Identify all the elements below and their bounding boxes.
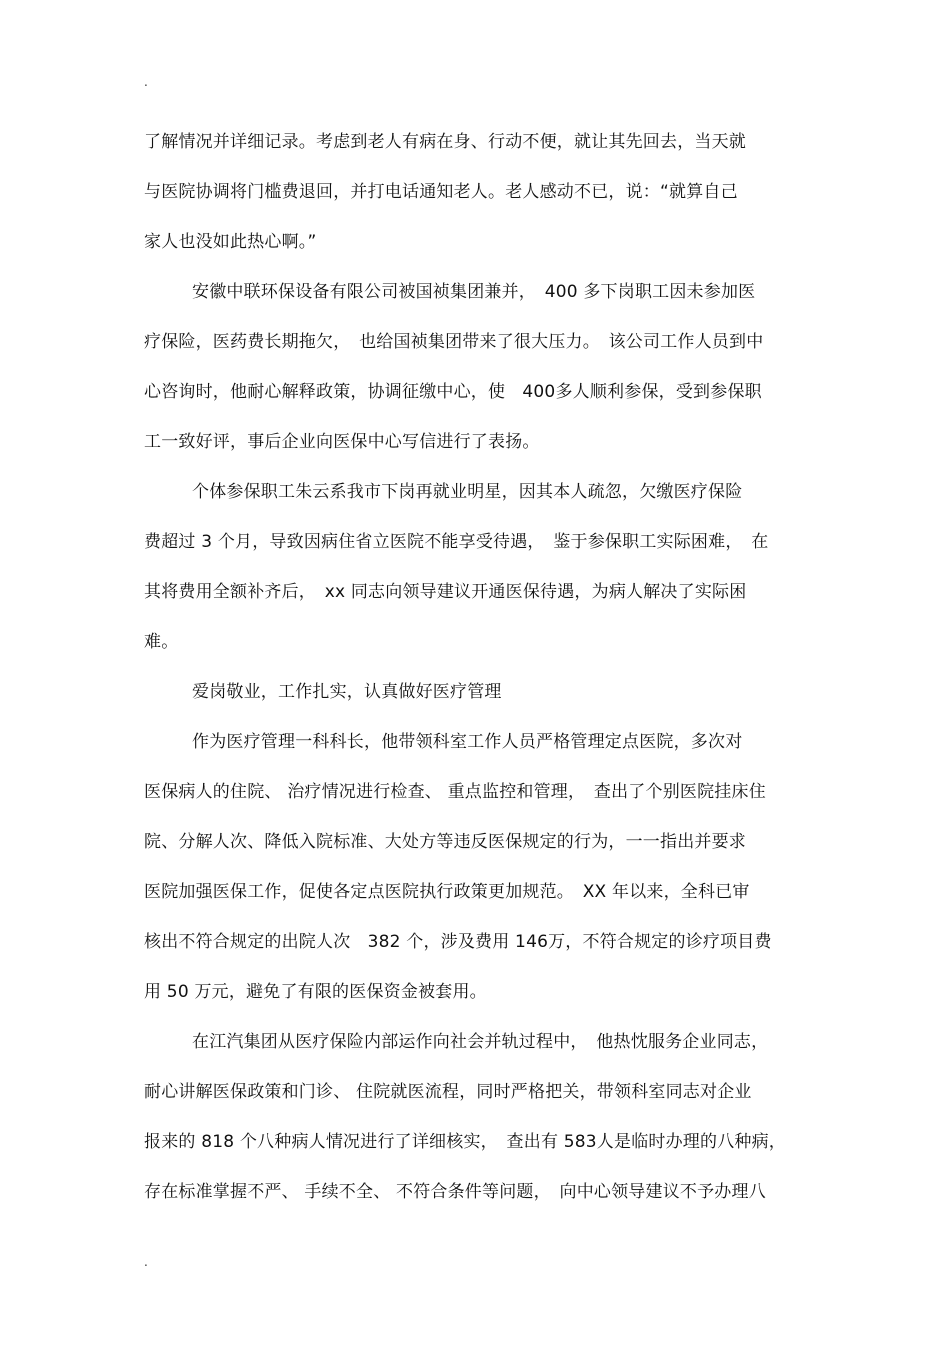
paragraph-first-line: 个体参保职工朱云系我市下岗再就业明星，因其本人疏忽，欠缴医疗保险	[192, 482, 743, 502]
text-line: 医保病人的住院、 治疗情况进行检查、 重点监控和管理， 查出了个别医院挂床住	[144, 782, 766, 802]
text-line: 医院加强医保工作，促使各定点医院执行政策更加规范。 XX 年以来，全科已审	[144, 882, 750, 902]
text-line: 其将费用全额补齐后， xx 同志向领导建议开通医保待遇，为病人解决了实际困	[144, 582, 747, 602]
paragraph-first-line: 作为医疗管理一科科长，他带领科室工作人员严格管理定点医院，多次对	[192, 732, 743, 752]
page-header-mark: .	[144, 75, 148, 89]
text-line: 耐心讲解医保政策和门诊、 住院就医流程，同时严格把关，带领科室同志对企业	[144, 1082, 752, 1102]
text-line: 费超过 3 个月，导致因病住省立医院不能享受待遇， 鉴于参保职工实际困难， 在	[144, 532, 769, 552]
section-heading: 爱岗敬业，工作扎实，认真做好医疗管理	[192, 682, 502, 702]
text-line: 了解情况并详细记录。考虑到老人有病在身、行动不便，就让其先回去，当天就	[144, 132, 746, 152]
text-line: 报来的 818 个八种病人情况进行了详细核实， 查出有 583人是临时办理的八种病，	[144, 1132, 787, 1152]
text-line: 疗保险，医药费长期拖欠， 也给国祯集团带来了很大压力。 该公司工作人员到中	[144, 332, 764, 352]
text-line: 核出不符合规定的出院人次 382 个，涉及费用 146万，不符合规定的诊疗项目费	[144, 932, 772, 952]
text-line: 工一致好评，事后企业向医保中心写信进行了表扬。	[144, 432, 540, 452]
page-footer-mark: .	[144, 1255, 148, 1269]
text-line: 家人也没如此热心啊。”	[144, 232, 317, 252]
text-line: 心咨询时，他耐心解释政策，协调征缴中心，使 400多人顺利参保，受到参保职	[144, 382, 762, 402]
text-line: 院、分解人次、降低入院标准、大处方等违反医保规定的行为，一一指出并要求	[144, 832, 746, 852]
paragraph-first-line: 安徽中联环保设备有限公司被国祯集团兼并， 400 多下岗职工因未参加医	[192, 282, 756, 302]
text-line: 用 50 万元，避免了有限的医保资金被套用。	[144, 982, 487, 1002]
paragraph-first-line: 在江汽集团从医疗保险内部运作向社会并轨过程中， 他热忱服务企业同志，	[192, 1032, 769, 1052]
text-line: 与医院协调将门槛费退回，并打电话通知老人。老人感动不已，说：“就算自己	[144, 182, 738, 202]
text-line: 存在标准掌握不严、 手续不全、 不符合条件等问题， 向中心领导建议不予办理八	[144, 1182, 766, 1202]
text-line: 难。	[144, 632, 179, 652]
